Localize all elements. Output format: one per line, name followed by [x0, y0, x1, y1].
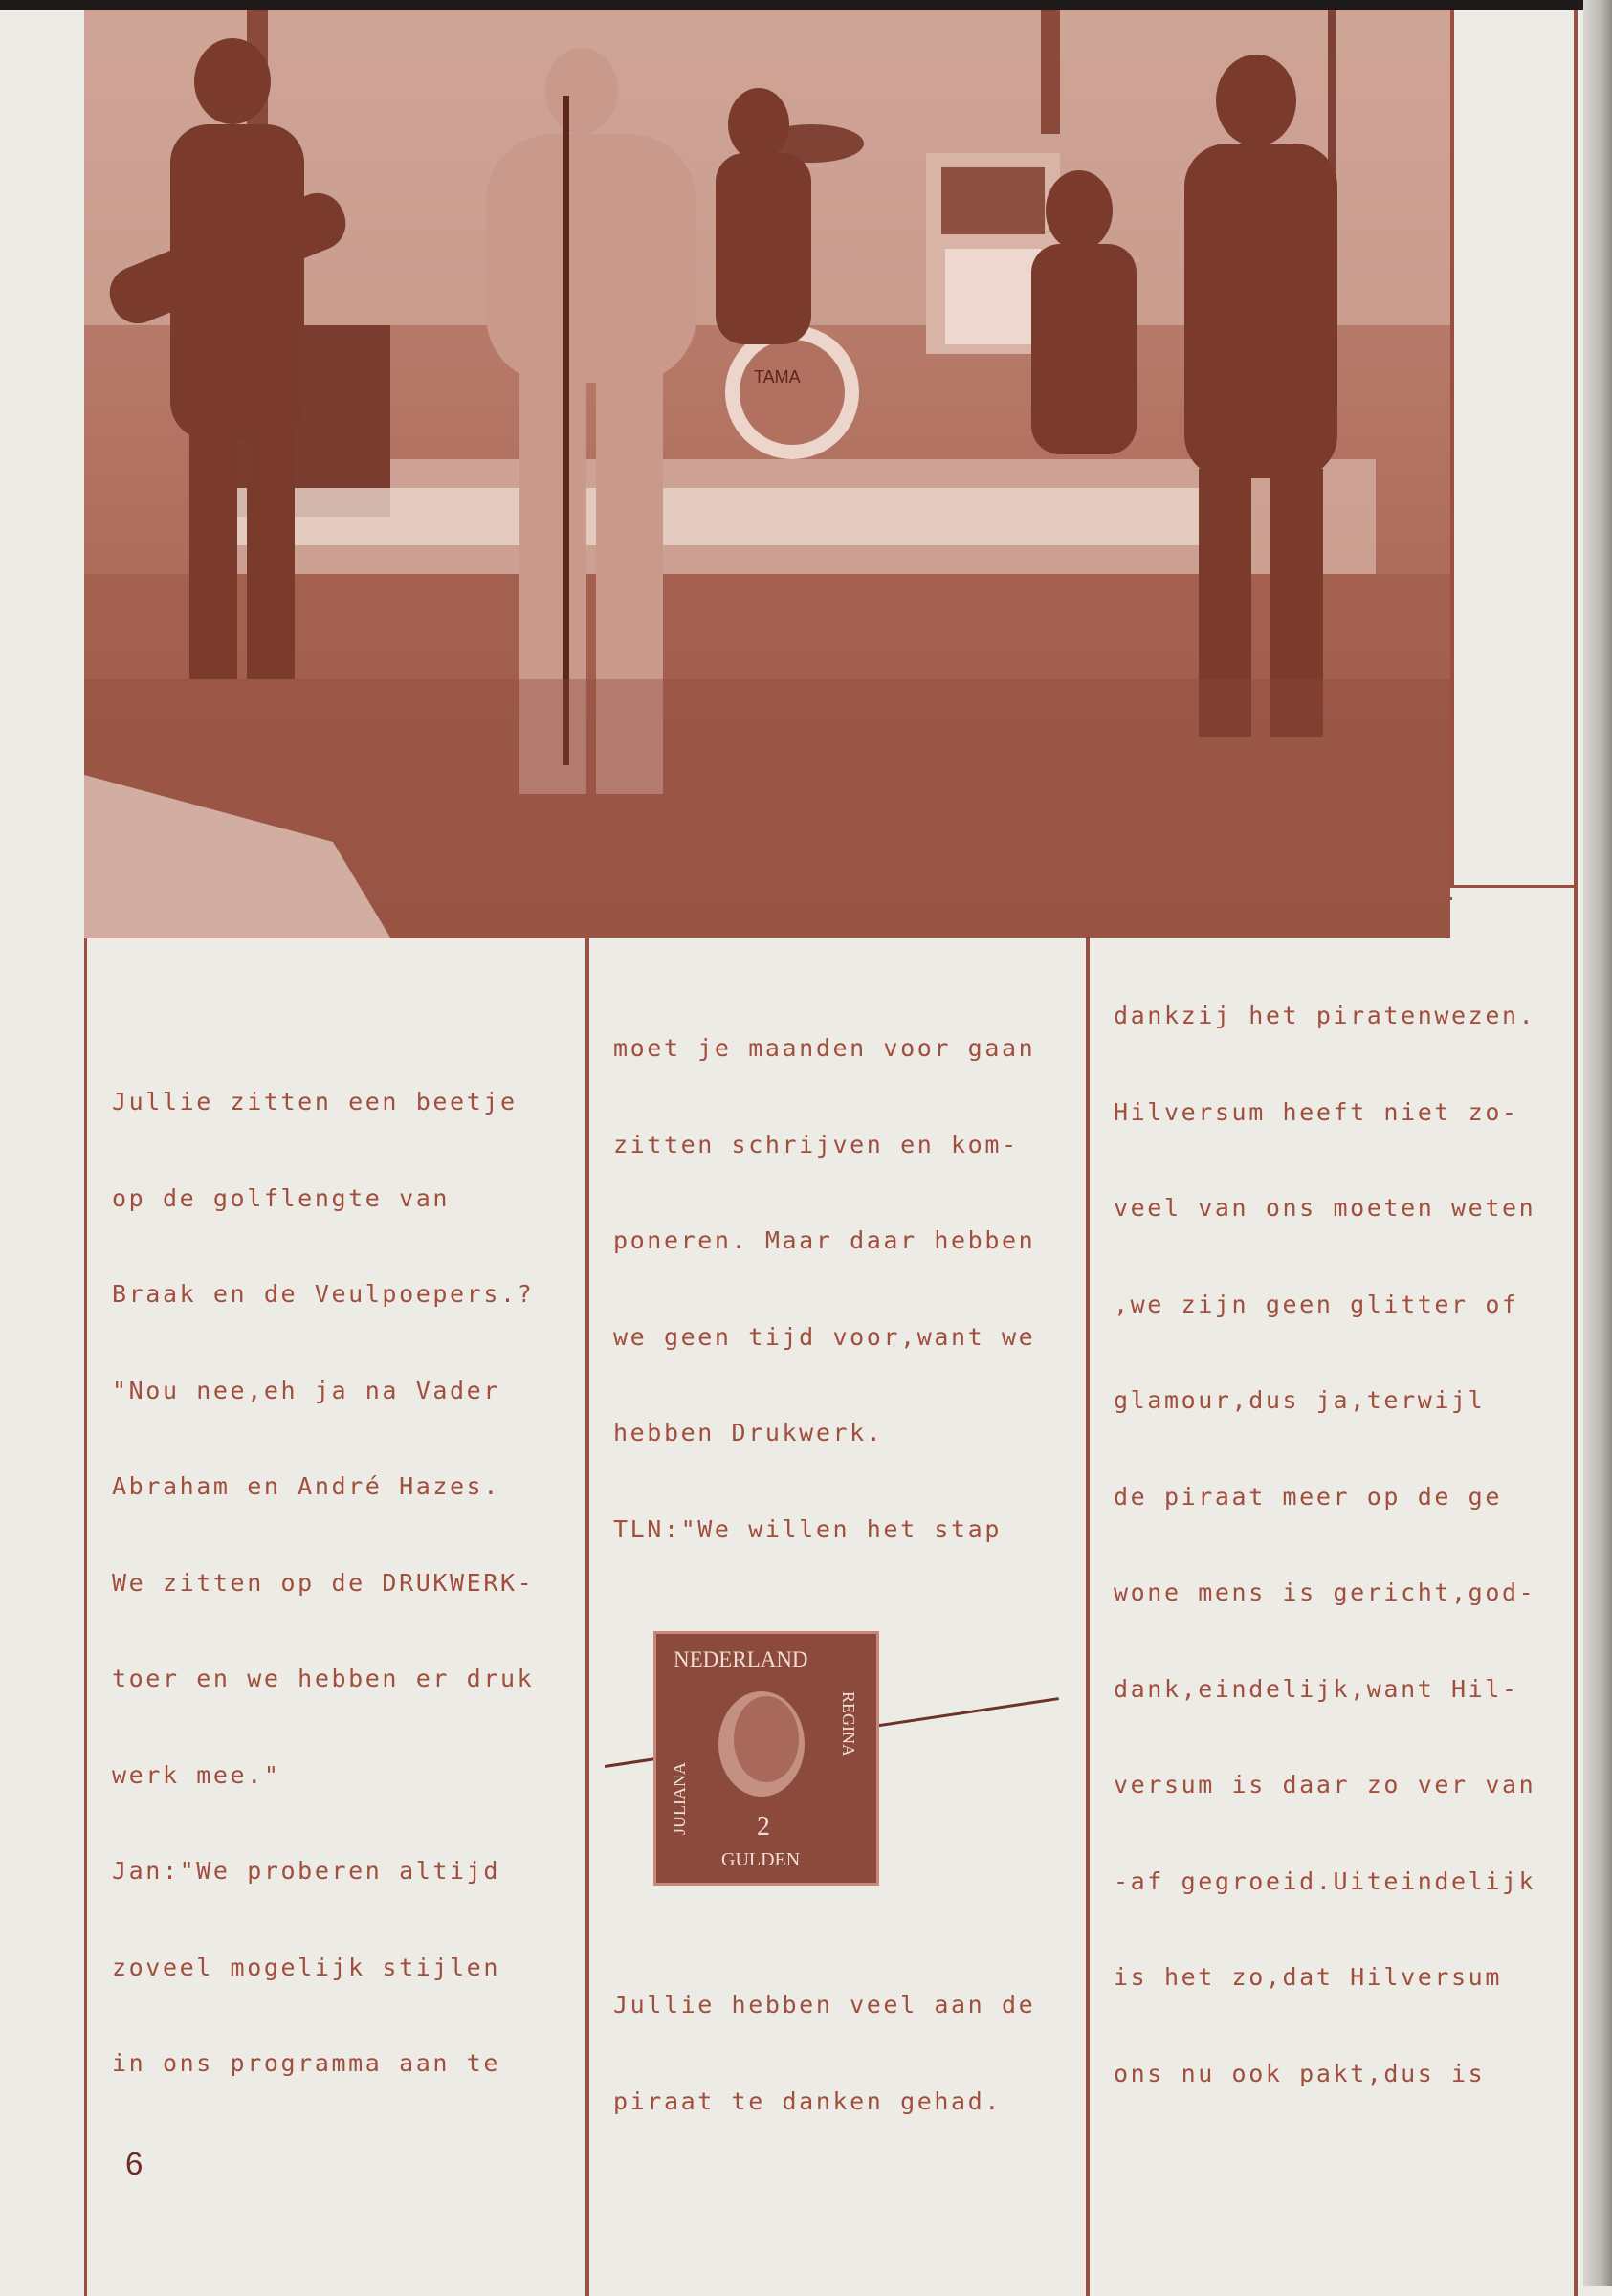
text-line: op de golflengte van	[112, 1183, 451, 1212]
text-line: Abraham en André Hazes.	[112, 1472, 500, 1500]
text-line: We zitten op de DRUKWERK-	[112, 1568, 535, 1597]
text-line: werk mee."	[112, 1760, 281, 1789]
text-line: "Nou nee,eh ja na Vader	[112, 1376, 500, 1404]
text-line: Jan:"We proberen altijd	[112, 1857, 500, 1885]
middle-column-text	[613, 968, 1082, 1590]
text-line: ons nu ook pakt,dus is	[1114, 2059, 1486, 2087]
text-line: piraat te danken gehad.	[613, 2086, 1002, 2115]
outer-right-rule	[1574, 10, 1578, 2296]
text-line: poneren. Maar daar hebben	[613, 1226, 1036, 1254]
text-line: versum is daar zo ver van	[1114, 1771, 1536, 1799]
text-line: toer en we hebben er druk	[112, 1665, 535, 1692]
stamp-unit-text: GULDEN	[721, 1849, 801, 1870]
band-photo	[84, 10, 1450, 938]
column-rule-2	[1086, 899, 1090, 2296]
text-line: we geen tijd voor,want we	[613, 1322, 1036, 1351]
stamp-country-text: NEDERLAND	[674, 1647, 808, 1671]
text-line: ,we zijn geen glitter of	[1114, 1290, 1519, 1318]
text-line: is het zo,dat Hilversum	[1114, 1963, 1502, 1991]
text-line: de piraat meer op de ge	[1114, 1482, 1502, 1511]
text-line: glamour,dus ja,terwijl	[1114, 1386, 1486, 1414]
text-line: dankzij het piratenwezen.	[1114, 1002, 1536, 1029]
text-line: Jullie zitten een beetje	[112, 1088, 518, 1115]
text-line: moet je maanden voor gaan	[613, 1034, 1036, 1062]
photo-right-rule	[1450, 10, 1454, 885]
text-line: in ons programma aan te	[112, 2049, 500, 2077]
stamp-regina-text: REGINA	[839, 1691, 858, 1756]
right-column-text	[1114, 936, 1573, 2141]
stamp-value-text: 2	[757, 1812, 770, 1842]
left-column-text	[112, 1022, 581, 2122]
text-line: -af gegroeid.Uiteindelijk	[1114, 1866, 1536, 1895]
column-rule-1	[585, 928, 589, 2296]
drum-brand-text: TAMA	[754, 367, 801, 386]
page-spine-shadow	[1583, 0, 1612, 2286]
text-line: dank,eindelijk,want Hil-	[1114, 1674, 1519, 1703]
text-line: Jullie hebben veel aan de	[613, 1991, 1036, 2019]
middle-column-text-bottom	[613, 1925, 1082, 2126]
text-line: hebben Drukwerk.	[613, 1419, 884, 1446]
top-right-rule	[1450, 885, 1575, 888]
page-number: 6	[125, 2146, 144, 2181]
text-line: zitten schrijven en kom-	[613, 1130, 1019, 1159]
text-line: Braak en de Veulpoepers.?	[112, 1280, 535, 1308]
postage-stamp	[653, 1631, 879, 1886]
text-line: zoveel mogelijk stijlen	[112, 1953, 500, 1981]
text-line: wone mens is gericht,god-	[1114, 1578, 1536, 1606]
stamp-juliana-text: JULIANA	[670, 1762, 689, 1835]
text-line: TLN:"We willen het stap	[613, 1514, 1002, 1543]
outer-left-rule	[84, 938, 87, 2296]
text-line: Hilversum heeft niet zo-	[1114, 1097, 1519, 1126]
magazine-page	[0, 10, 1612, 2296]
text-line: veel van ons moeten weten	[1114, 1194, 1536, 1222]
